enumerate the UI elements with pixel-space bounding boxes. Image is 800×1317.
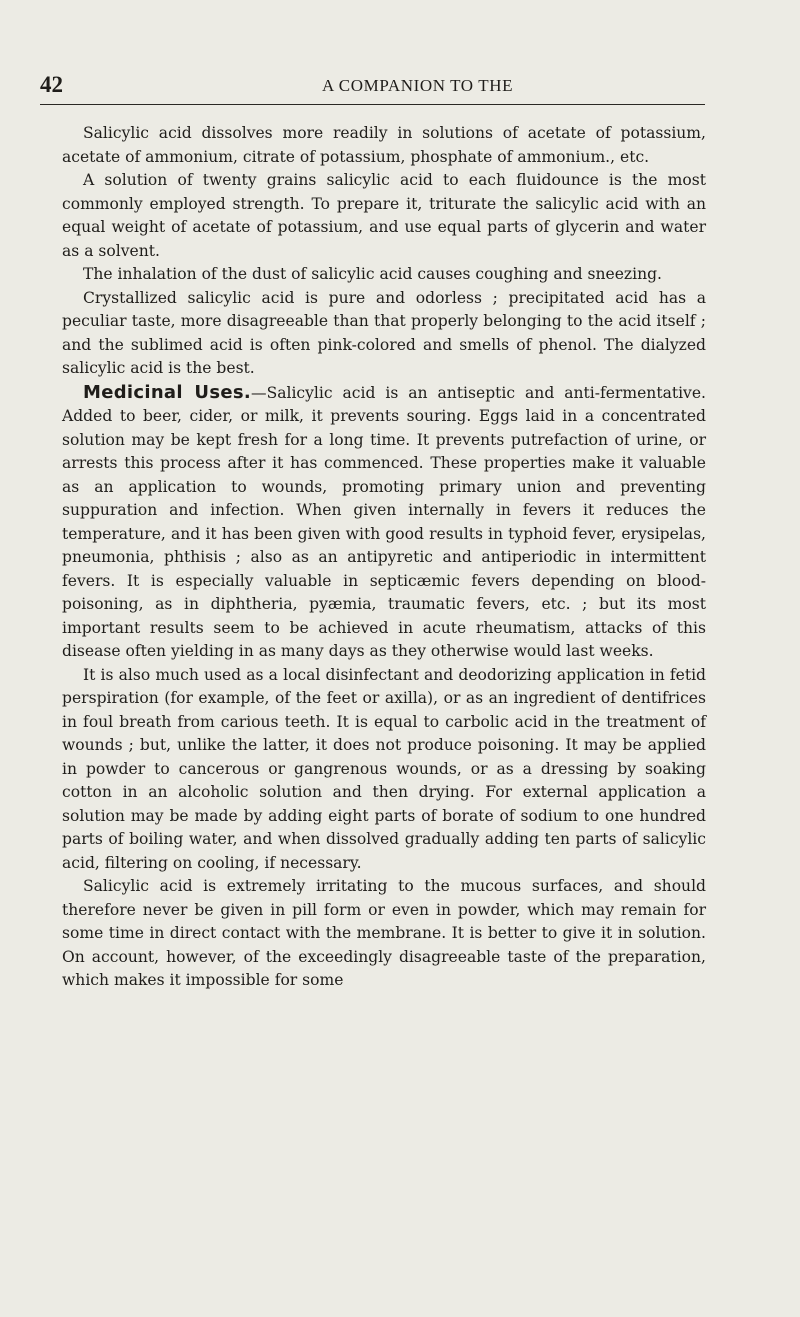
- section-text: —Salicylic acid is an antiseptic and anti-fermentative. Added to beer, cider, or milk, it prevents souring. Eggs laid in a concentrated solution may be kept fresh for a long time. It prevents putrefaction of urine, or arrests this process after it has commenced. These properties make it valuable as an application to wounds, promoting primary union and preventing suppuration and infection. When given internally in fevers it reduces the temperature, and it has been given with good results in typhoid fever, erysipelas, pneumonia, phthisis ; also as an antipyretic and antiperiodic in intermittent fevers. It is especially valuable in septicæmic fevers depending on blood-poisoning, as in diphtheria, pyæmia, traumatic fevers, etc. ; but its most important results seem to be achieved in acute rheumatism, attacks of this disease often yielding in as many days as they otherwise would last weeks.: [62, 383, 706, 660]
- body-text: [62, 122, 706, 993]
- paragraph: Salicylic acid is extremely irritating to the mucous surfaces, and should therefore never be given in pill form or even in powder, which may remain for some time in direct contact with the membrane. It is better to give it in solution. On account, however, of the exceedingly disagreeable taste of the preparation, which makes it impossible for some: [62, 877, 706, 989]
- section-heading: Medicinal Uses.: [83, 381, 252, 403]
- page-header: [40, 70, 705, 105]
- page-number: 42: [40, 72, 63, 97]
- paragraph: It is also much used as a local disinfectant and deodorizing application in fetid perspiration (for example, of the feet or axilla), or as an ingredient of dentifrices in foul breath from carious teeth. It is equal to carbolic acid in the treatment of wounds ; but, unlike the latter, it does not produce poisoning. It may be applied in powder to cancerous or gangrenous wounds, or as a dressing by soaking cotton in an alcoholic solution and then drying. For external application a solution may be made by adding eight parts of borate of sodium to one hundred parts of boiling water, and when dissolved gradually adding ten parts of salicylic acid, filtering on cooling, if necessary.: [62, 665, 706, 872]
- running-head: A COMPANION TO THE: [322, 76, 514, 95]
- paragraph: Salicylic acid dissolves more readily in solutions of acetate of potassium, acetate of ammonium, citrate of potassium, phosphate of ammonium., etc.: [62, 124, 706, 166]
- paragraph: The inhalation of the dust of salicylic acid causes coughing and sneezing.: [83, 265, 662, 283]
- paragraph: A solution of twenty grains salicylic acid to each fluidounce is the most commonly employed strength. To prepare it, triturate the salicylic acid with an equal weight of acetate of potassium, and use equal parts of glycerin and water as a solvent.: [62, 171, 706, 260]
- medicinal-uses-paragraph: [62, 381, 706, 664]
- paragraph: Crystallized salicylic acid is pure and odorless ; precipitated acid has a peculiar taste, more disagreeable than that properly belonging to the acid itself ; and the sublimed acid is often pink-colored and smells of phenol. The dialyzed salicylic acid is the best.: [62, 288, 706, 377]
